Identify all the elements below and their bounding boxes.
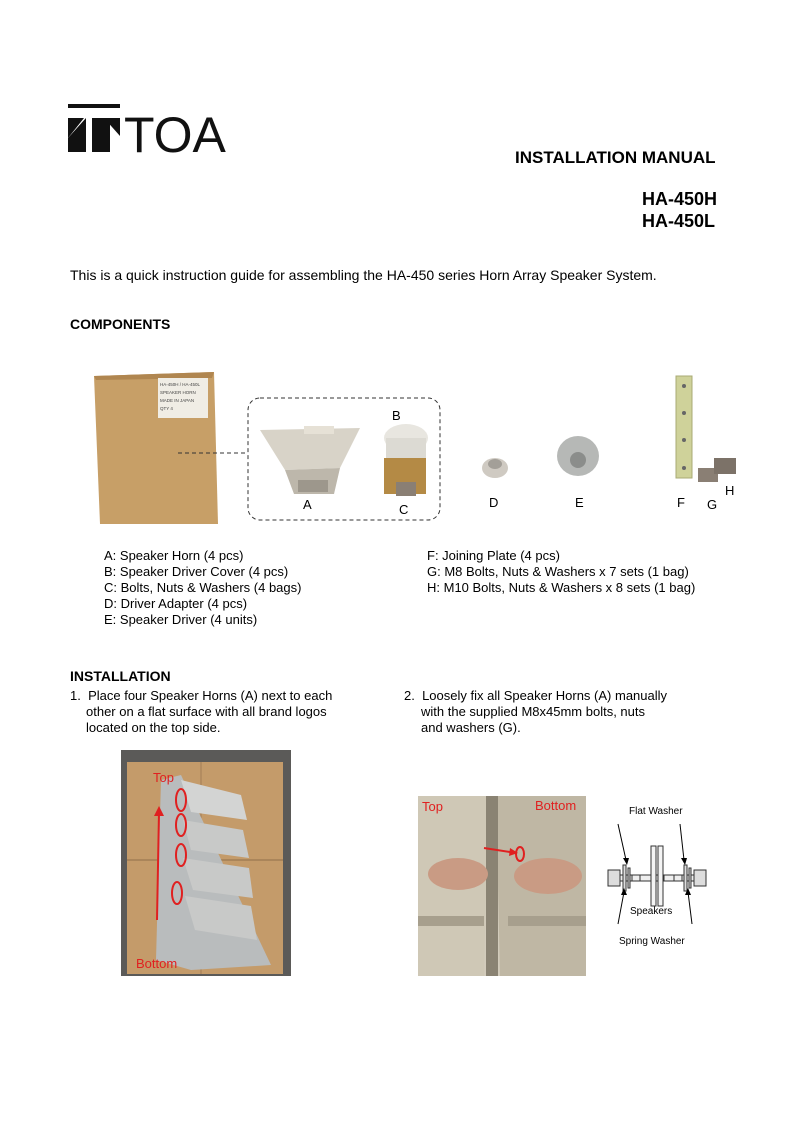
step-1	[70, 688, 370, 736]
step-line: Place four Speaker Horns (A) next to each	[88, 688, 333, 703]
component-item: D: Driver Adapter (4 pcs)	[104, 596, 248, 611]
label-a: A	[303, 497, 312, 512]
component-item: E: Speaker Driver (4 units)	[104, 612, 258, 627]
step2-bottom-label: Bottom	[535, 798, 577, 813]
model-l: HA-450L	[642, 211, 716, 231]
component-item: C: Bolts, Nuts & Washers (4 bags)	[104, 580, 302, 595]
label-h: H	[725, 483, 735, 498]
label-c: C	[399, 502, 409, 517]
label-g: G	[707, 497, 718, 512]
flat-washer-label: Flat Washer	[629, 806, 683, 817]
brand-text: TOA	[124, 107, 226, 156]
component-item: H: M10 Bolts, Nuts & Washers x 8 sets (1 bag)	[427, 580, 696, 595]
step-line: and washers (G).	[421, 720, 521, 735]
component-list-left	[104, 548, 301, 628]
spring-washer-label: Spring Washer	[619, 936, 685, 947]
box-label-line: MADE IN JAPAN	[160, 398, 195, 403]
step1-top-label: Top	[153, 770, 174, 785]
bolts-bag-image	[396, 482, 416, 496]
speakers-label: Speakers	[630, 906, 673, 917]
label-d: D	[489, 495, 499, 510]
m10-bag-image	[714, 458, 736, 474]
components-figure	[90, 368, 750, 528]
box-label-line: QTY 4	[160, 406, 173, 411]
step-line: located on the top side.	[86, 720, 221, 735]
step-2	[404, 688, 704, 736]
label-b: B	[392, 408, 401, 423]
component-item: B: Speaker Driver Cover (4 pcs)	[104, 564, 289, 579]
step-line: other on a flat surface with all brand logos	[86, 704, 327, 719]
toa-logo	[66, 104, 236, 156]
box-label-line: SPEAKER HORN	[160, 390, 196, 395]
installation-heading: INSTALLATION	[70, 668, 171, 684]
label-f: F	[677, 495, 685, 510]
component-item: G: M8 Bolts, Nuts & Washers x 7 sets (1 bag)	[427, 564, 689, 579]
components-heading: COMPONENTS	[70, 316, 171, 332]
speaker-horn-image	[260, 426, 360, 494]
component-item: F: Joining Plate (4 pcs)	[427, 548, 560, 563]
step-line: with the supplied M8x45mm bolts, nuts	[421, 704, 645, 719]
step1-bottom-label: Bottom	[136, 956, 178, 971]
joining-plate-image	[676, 376, 692, 478]
component-list-right	[427, 548, 695, 596]
step-number: 2.	[404, 688, 415, 703]
step-line: Loosely fix all Speaker Horns (A) manually	[422, 688, 668, 703]
label-e: E	[575, 495, 584, 510]
component-item: A: Speaker Horn (4 pcs)	[104, 548, 244, 563]
cardboard-box-image	[94, 372, 218, 524]
manual-title: INSTALLATION MANUAL	[515, 148, 716, 167]
step2-photo	[418, 796, 586, 976]
step2-top-label: Top	[422, 799, 443, 814]
box-label-line: HA-450H / HA-450L	[160, 382, 201, 387]
intro-text: This is a quick instruction guide for assembling the HA-450 series Horn Array Speaker System.	[70, 267, 657, 283]
speaker-driver-image	[557, 436, 599, 476]
model-h: HA-450H	[642, 189, 718, 209]
driver-adapter-image	[482, 458, 508, 478]
step-number: 1.	[70, 688, 81, 703]
step1-photo	[121, 750, 291, 976]
